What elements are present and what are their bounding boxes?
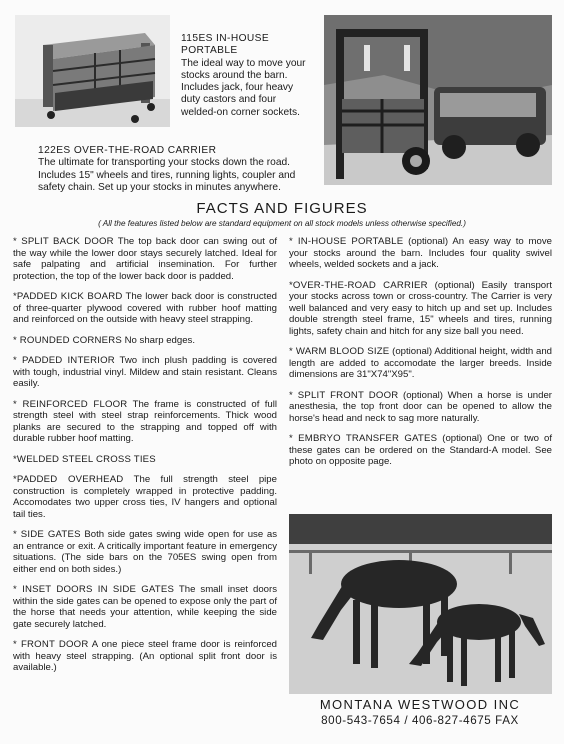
option-item: * IN-HOUSE PORTABLE (optional) An easy way to move your stocks around the barn. Includes four quality swivel wheels, welded sockets and a jack.	[289, 236, 552, 270]
portable-stock-photo	[15, 15, 170, 127]
carrier-caption	[38, 145, 323, 194]
feature-item: * SIDE GATES Both side gates swing wide open for use as an entrance or exit. A critically important feature in emergency situations. (The side bars on the 705ES swing open from either end on both sides.)	[13, 529, 277, 575]
feature-item: * REINFORCED FLOOR The frame is constructed of full strength steel with steel strap reinforcements. Thick wood planks are secured to the strapping and topped off with durable rubber hoof matting.	[13, 398, 277, 444]
feature-item: *WELDED STEEL CROSS TIES	[13, 453, 156, 465]
option-item: *OVER-THE-ROAD CARRIER (optional) Easily transport your stocks across town or cross-country. The Carrier is very well balanced and very easy to hitch up and set up. Includes double strength steel frame, 15" wheels and tires, running lights, safety chain and hitch for any size ball you need.	[289, 279, 552, 337]
option-item: * WARM BLOOD SIZE (optional) Additional height, width and length are added to accomodate the larger breeds. Inside dimensions are 31"X74"X95".	[289, 346, 552, 380]
facts-title: FACTS AND FIGURES	[196, 200, 368, 217]
portable-caption	[181, 33, 311, 119]
facts-subtitle: ( All the features listed below are standard equipment on all stock models unless otherwise specified.)	[98, 219, 466, 228]
carrier-title: 122ES OVER-THE-ROAD CARRIER	[38, 145, 217, 156]
feature-item: *PADDED KICK BOARD The lower back door is constructed of three-quarter plywood covered with rubber hoof matting and reinforced on the outside with heavy steel strapping.	[13, 291, 277, 325]
features-right-column	[289, 236, 552, 477]
option-item: * EMBRYO TRANSFER GATES (optional) One or two of these gates can be ordered on the Standard-A model. See photo on opposite page.	[289, 433, 552, 467]
portable-body: The ideal way to move your stocks around the barn. Includes jack, four heavy duty castors and four welded-on corner sockets.	[181, 57, 306, 118]
horses-photo	[289, 514, 552, 694]
carrier-body: The ultimate for transporting your stocks down the road. Includes 15" wheels and tires, running lights, coupler and safety chain. Set up your stocks in minutes anywhere.	[38, 157, 296, 193]
portable-title: 115ES IN-HOUSE PORTABLE	[181, 33, 270, 57]
feature-item: *PADDED OVERHEAD The full strength steel pipe construction is completely wrapped in protective padding. Accomodates two upper cross ties, IV hangers and optional tail ties.	[13, 474, 277, 520]
feature-item: * PADDED INTERIOR Two inch plush padding is covered with tough, industrial vinyl. Mildew and stain resistant. Cleans easily.	[13, 355, 277, 389]
company-name: MONTANA WESTWOOD INC	[319, 697, 521, 712]
company-phones: 800-543-7654 / 406-827-4675 FAX	[321, 714, 519, 727]
features-left-column	[13, 236, 277, 683]
carrier-stock-photo	[324, 15, 552, 185]
option-item: * SPLIT FRONT DOOR (optional) When a horse is under anesthesia, the top front door can be opened to allow the horse's head and neck to sag more naturally.	[289, 389, 553, 424]
feature-item: * INSET DOORS IN SIDE GATES The small inset doors within the side gates can be opened to expose only the part of the horse that needs your attention, while keeping the side gate securely latched.	[13, 584, 278, 630]
feature-item: * ROUNDED CORNERS No sharp edges.	[13, 334, 196, 346]
feature-item: * SPLIT BACK DOOR The top back door can swing out of the way while the lower door stays securely latched. Ideal for safe palpating and artificial insemination. For further protection, the top of the lower back door is padded.	[13, 236, 277, 282]
feature-item: * FRONT DOOR A one piece steel frame door is reinforced with heavy steel strapping. (An optional split front door is available.)	[13, 639, 277, 673]
